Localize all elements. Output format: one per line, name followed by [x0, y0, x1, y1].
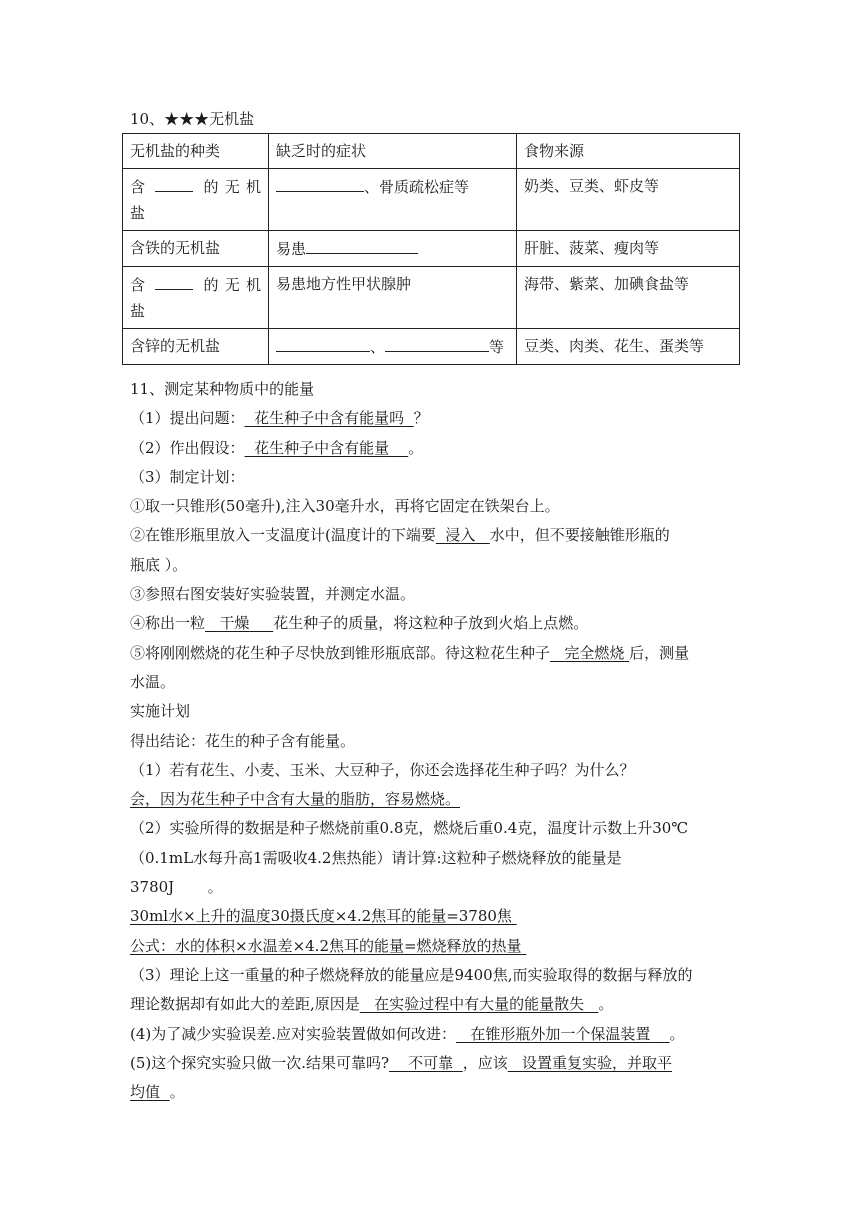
section-10-title: 10、★★★无机盐 [130, 110, 255, 128]
table-row [123, 169, 740, 231]
analysis-3-line-1: （3）理论上这一重量的种子燃烧释放的能量应是9400焦,而实验取得的数据与释放的 [130, 965, 693, 984]
fill-blank[interactable] [276, 333, 370, 352]
table-header-row [123, 134, 740, 169]
step-2-cont: 瓶底 ）。 [130, 555, 188, 574]
calculation-line-2: 公式：水的体积×水温差×4.2焦耳的能量=燃烧释放的热量 [130, 936, 522, 955]
analysis-1-question: （1）若有花生、小麦、玉米、大豆种子，你还会选择花生种子吗？为什么？ [130, 760, 635, 779]
section-11 [130, 375, 732, 1107]
answer-text: 花生种子中含有能量 [254, 438, 390, 457]
table-cell: 含 的无机 盐 [123, 169, 269, 231]
table-cell: 含锌的无机盐 [123, 329, 269, 365]
table-cell: 含铁的无机盐 [123, 231, 269, 267]
header-cell: 食物来源 [517, 134, 740, 169]
answer-text: 不可靠 [408, 1053, 454, 1072]
question-2: （2）作出假设： 花生种子中含有能量 。 [130, 438, 424, 457]
header-cell: 无机盐的种类 [123, 134, 269, 169]
table-cell: 肝脏、菠菜、瘦肉等 [517, 231, 740, 267]
step-5-cont: 水温。 [130, 672, 176, 691]
analysis-3-line-2: 理论数据却有如此大的差距,原因是 在实验过程中有大量的能量散失 。 [130, 995, 614, 1014]
calculation-line-1: 30ml水×上升的温度30摄氏度×4.2焦耳的能量=3780焦 [130, 907, 512, 926]
step-2: ②在锥形瓶里放入一支温度计(温度计的下端要 浸入 水中，但不要接触锥形瓶的 [130, 526, 670, 545]
conclusion: 得出结论：花生的种子含有能量。 [130, 731, 356, 750]
analysis-2-line-2: （0.1mL水每升高1需吸收4.2焦热能）请计算:这粒种子燃烧释放的能量是 [130, 848, 622, 867]
table-cell: 奶类、豆类、虾皮等 [517, 169, 740, 231]
step-5: ⑤将刚刚燃烧的花生种子尽快放到锥形瓶底部。待这粒花生种子 完全燃烧 后，测量 [130, 643, 690, 662]
fill-blank[interactable] [306, 235, 418, 254]
step-3: ③参照右图安装好实验装置，并测定水温。 [130, 585, 416, 604]
table-cell: 豆类、肉类、花生、蛋类等 [517, 329, 740, 365]
table-cell: 易患 [269, 231, 517, 267]
analysis-5: (5)这个探究实验只做一次.结果可靠吗? 不可靠 ，应该 设置重复实验，并取平 [130, 1053, 673, 1072]
analysis-5-cont: 均值 。 [130, 1083, 185, 1102]
plan-heading: （3）制定计划： [130, 467, 245, 486]
table-cell: 含 的无机 盐 [123, 267, 269, 329]
answer-text: 花生种子中含有能量吗 [254, 409, 405, 428]
header-cell: 缺乏时的症状 [269, 134, 517, 169]
answer-text: 干燥 [219, 614, 250, 633]
table-row [123, 231, 740, 267]
answer-text: 浸入 [445, 526, 476, 545]
answer-text: 完全燃烧 [564, 643, 625, 662]
analysis-4: (4)为了减少实验误差.应对实验装置做如何改进： 在锥形瓶外加一个保温装置 。 [130, 1024, 685, 1043]
answer-text: 均值 [130, 1083, 161, 1102]
analysis-1-answer: 会，因为花生种子中含有大量的脂肪，容易燃烧。 [130, 790, 461, 809]
table-cell: 海带、紫菜、加碘食盐等 [517, 267, 740, 329]
answer-text: 设置重复实验，并取平 [522, 1053, 673, 1072]
table-cell: 易患地方性甲状腺肿 [269, 267, 517, 329]
table-cell: 、骨质疏松症等 [269, 169, 517, 231]
table-row [123, 329, 740, 365]
fill-blank[interactable] [385, 333, 489, 352]
implement-plan: 实施计划 [130, 702, 191, 721]
table-row [123, 267, 740, 329]
step-4: ④称出一粒 干燥 花生种子的质量，将这粒种子放到火焰上点燃。 [130, 614, 589, 633]
answer-text: 在实验过程中有大量的能量散失 [374, 995, 585, 1014]
mineral-table [122, 133, 740, 365]
analysis-2-answer: 3780J 。 [130, 878, 223, 897]
answer-text: 在锥形瓶外加一个保温装置 [470, 1024, 651, 1043]
section-11-title: 11、测定某种物质中的能量 [130, 380, 315, 398]
table-cell: 、 等 [269, 329, 517, 365]
step-1: ①取一只锥形(50毫升),注入30毫升水，再将它固定在铁架台上。 [130, 497, 560, 516]
fill-blank[interactable] [276, 173, 364, 192]
fill-blank[interactable] [155, 173, 193, 192]
fill-blank[interactable] [155, 271, 193, 290]
question-1: （1）提出问题： 花生种子中含有能量吗 ？ [130, 409, 429, 428]
analysis-2-line-1: （2）实验所得的数据是种子燃烧前重0.8克，燃烧后重0.4克，温度计示数上升30℃ [130, 819, 689, 838]
